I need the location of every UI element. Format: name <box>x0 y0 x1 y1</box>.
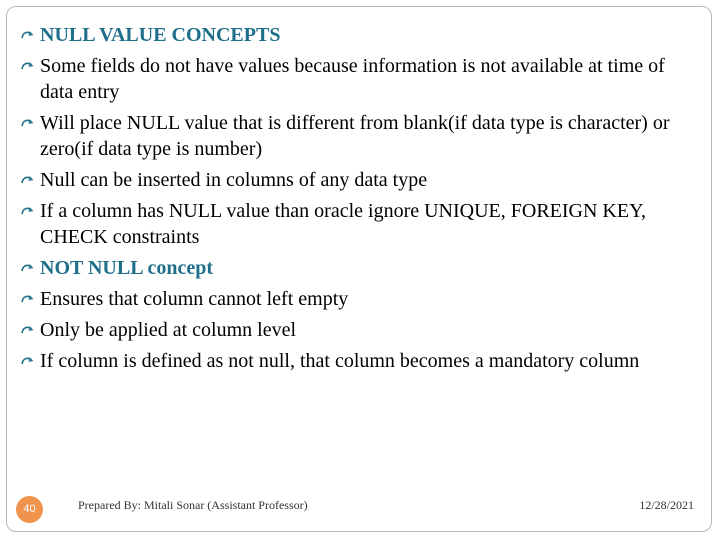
bullet-list <box>20 22 680 379</box>
curved-arrow-icon <box>20 204 34 218</box>
curved-arrow-icon <box>20 292 34 306</box>
bullet-text: Some fields do not have values because information is not available at time of data entry <box>40 55 665 103</box>
curved-arrow-icon <box>20 28 34 42</box>
bullet-text: NULL VALUE CONCEPTS <box>40 24 281 46</box>
bullet-item <box>20 167 680 193</box>
bullet-text: Ensures that column cannot left empty <box>40 288 349 310</box>
footer-prepared-by: Prepared By: Mitali Sonar (Assistant Professor) <box>78 498 308 512</box>
bullet-item <box>20 22 680 48</box>
bullet-item <box>20 317 680 343</box>
bullet-text: If column is defined as not null, that column becomes a mandatory column <box>40 350 640 372</box>
curved-arrow-icon <box>20 116 34 130</box>
bullet-item <box>20 110 680 162</box>
page-number-badge: 40 <box>16 496 43 523</box>
bullet-text: NOT NULL concept <box>40 257 213 279</box>
bullet-item <box>20 348 680 374</box>
bullet-text: Only be applied at column level <box>40 319 297 341</box>
bullet-item <box>20 198 680 250</box>
curved-arrow-icon <box>20 323 34 337</box>
bullet-text: Null can be inserted in columns of any data type <box>40 169 428 191</box>
bullet-text: Will place NULL value that is different from blank(if data type is character) or zero(if data type is number) <box>40 112 670 160</box>
bullet-item <box>20 53 680 105</box>
curved-arrow-icon <box>20 173 34 187</box>
footer-date: 12/28/2021 <box>639 498 694 512</box>
curved-arrow-icon <box>20 59 34 73</box>
curved-arrow-icon <box>20 354 34 368</box>
bullet-item <box>20 286 680 312</box>
bullet-item <box>20 255 680 281</box>
curved-arrow-icon <box>20 261 34 275</box>
bullet-text: If a column has NULL value than oracle ignore UNIQUE, FOREIGN KEY, CHECK constraints <box>40 200 646 248</box>
